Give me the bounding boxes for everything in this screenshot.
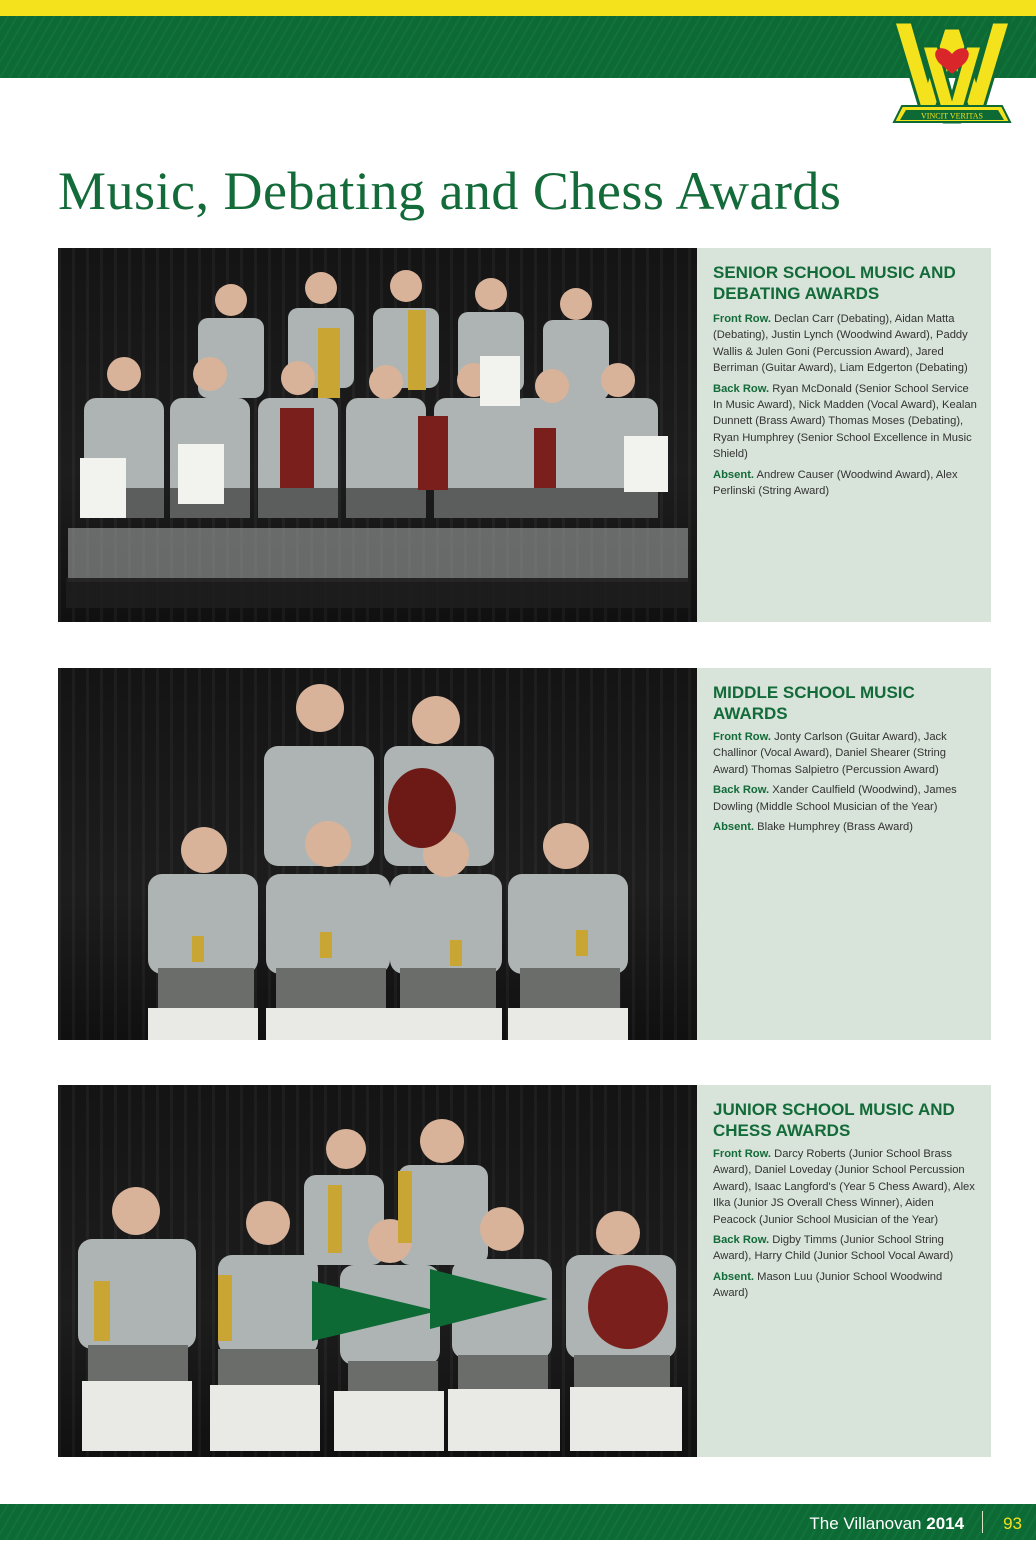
row-names: Darcy Roberts (Junior School Brass Award), Daniel Loveday (Junior School Percussion Award), Isaac Langford's (Year 5 Chess Award), Alex Ilka (Junior JS Overall Chess Winner), Aiden Peacock (Junior School Musician of the Year)	[713, 1148, 975, 1226]
award-list	[713, 729, 977, 839]
senior-photo-illustration	[58, 248, 697, 622]
row-names: Andrew Causer (Woodwind Award), Alex Perlinski (String Award)	[713, 468, 958, 498]
junior-photo-illustration	[58, 1085, 697, 1457]
back-row-entry	[713, 782, 977, 815]
section-heading: SENIOR SCHOOL MUSIC AND DEBATING AWARDS	[713, 263, 956, 303]
middle-awards-section	[58, 668, 991, 1040]
junior-group-photo	[58, 1085, 697, 1457]
back-row-entry	[713, 1232, 977, 1265]
row-label: Absent.	[713, 1270, 755, 1283]
page-number: 93	[1003, 1514, 1022, 1533]
row-names: Digby Timms (Junior School String Award), Harry Child (Junior School Vocal Award)	[713, 1234, 954, 1263]
header-yellow-band	[0, 0, 1036, 16]
row-label: Front Row.	[713, 731, 771, 743]
row-label: Front Row.	[713, 313, 771, 325]
row-label: Back Row.	[713, 382, 770, 395]
front-row-entry	[713, 729, 977, 778]
page-footer	[809, 1504, 1022, 1540]
footer-divider	[982, 1511, 983, 1533]
middle-awards-panel	[697, 668, 991, 1040]
senior-group-photo	[58, 248, 697, 622]
junior-awards-panel	[697, 1085, 991, 1457]
row-names: Mason Luu (Junior School Woodwind Award)	[713, 1270, 943, 1300]
row-names: Jonty Carlson (Guitar Award), Jack Challinor (Vocal Award), Daniel Shearer (String Award) Thomas Salpietro (Percussion Award)	[713, 731, 947, 776]
row-names: Ryan McDonald (Senior School Service In Music Award), Nick Madden (Vocal Award), Kealan Dunnett (Brass Award) Thomas Moses (Debating), Ryan Humphrey (Senior School Excellence in Music Shield)	[713, 382, 977, 461]
school-crest-logo	[888, 18, 1016, 130]
crest-motto: VINCIT VERITAS	[921, 111, 983, 121]
row-label: Absent.	[713, 821, 755, 834]
row-label: Back Row.	[713, 1234, 770, 1247]
header-green-band	[0, 16, 1036, 78]
row-label: Front Row.	[713, 1148, 771, 1160]
middle-group-photo	[58, 668, 697, 1040]
front-row-entry	[713, 311, 977, 377]
absent-entry	[713, 467, 977, 500]
award-list	[713, 311, 977, 503]
row-names: Declan Carr (Debating), Aidan Matta (Debating), Justin Lynch (Woodwind Award), Paddy Wallis & Julen Goni (Percussion Award), Jared Berriman (Guitar Award), Liam Edgerton (Debating)	[713, 313, 968, 375]
absent-entry	[713, 819, 977, 835]
row-label: Absent.	[713, 468, 755, 481]
row-label: Back Row.	[713, 784, 770, 797]
award-list	[713, 1146, 977, 1306]
page-title: Music, Debating and Chess Awards	[58, 161, 842, 221]
back-row-entry	[713, 381, 977, 463]
absent-entry	[713, 1269, 977, 1302]
row-names: Xander Caulfield (Woodwind), James Dowling (Middle School Musician of the Year)	[713, 784, 957, 813]
senior-awards-panel	[697, 248, 991, 622]
section-heading: MIDDLE SCHOOL MUSIC AWARDS	[713, 683, 915, 723]
junior-awards-section	[58, 1085, 991, 1457]
publication-name: The Villanovan	[809, 1514, 922, 1533]
publication-year: 2014	[926, 1514, 965, 1533]
section-heading: JUNIOR SCHOOL MUSIC AND CHESS AWARDS	[713, 1100, 955, 1140]
front-row-entry	[713, 1146, 977, 1228]
senior-awards-section	[58, 248, 991, 622]
middle-photo-illustration	[58, 668, 697, 1040]
row-names: Blake Humphrey (Brass Award)	[757, 821, 913, 834]
